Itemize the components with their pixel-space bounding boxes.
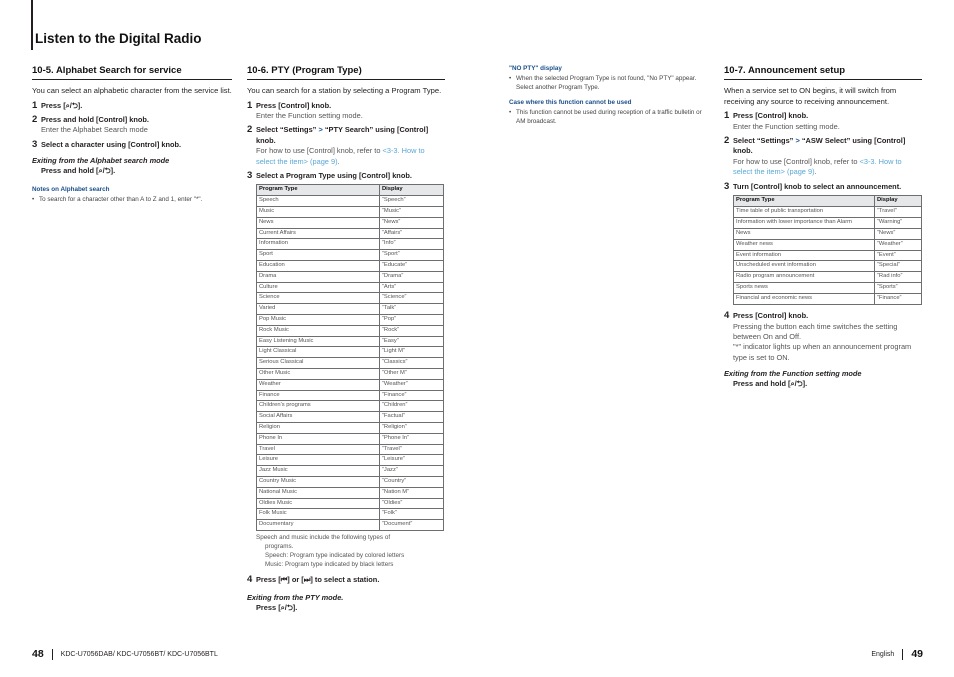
table-header-row xyxy=(257,185,444,196)
program-type-cell: Oldies Music xyxy=(257,498,380,509)
program-type-cell: Weather news xyxy=(734,239,875,250)
table-row xyxy=(257,401,444,412)
display-cell: “Document” xyxy=(380,520,444,531)
display-cell: “Weather” xyxy=(380,379,444,390)
step-number: 4 xyxy=(724,310,730,322)
step-text: Press [Control] knob. xyxy=(733,111,809,121)
program-type-cell: Sport xyxy=(257,250,380,261)
table-row xyxy=(257,315,444,326)
display-cell: “Jazz” xyxy=(380,466,444,477)
exit-title: Exiting from the PTY mode. xyxy=(247,593,344,603)
exit-action: Press and hold [⌕/⮌]. xyxy=(41,166,116,176)
footer-left xyxy=(32,648,218,660)
display-cell: “Light M” xyxy=(380,347,444,358)
display-cell: “Leisure” xyxy=(380,455,444,466)
display-cell: “Talk” xyxy=(380,304,444,315)
display-cell: “Religion” xyxy=(380,422,444,433)
table-note-line: Speech and music include the following types of xyxy=(256,533,391,541)
display-cell: “Special” xyxy=(875,261,922,272)
step-2 xyxy=(724,136,922,157)
program-type-cell: Radio program announcement xyxy=(734,272,875,283)
table-row xyxy=(257,358,444,369)
page-number-right: 49 xyxy=(911,648,923,660)
exit-title: Exiting from the Alphabet search mode xyxy=(32,156,170,166)
intro-text: You can search for a station by selecting a Program Type. xyxy=(247,86,442,95)
table-row xyxy=(257,217,444,228)
step-number: 2 xyxy=(724,135,730,146)
table-row xyxy=(734,228,922,239)
note-text: When the selected Program Type is not found, "No PTY" appear. Select another Program Type. xyxy=(516,75,697,91)
no-pty-title: "NO PTY" display xyxy=(509,65,562,72)
bullet-icon: • xyxy=(509,75,512,82)
program-type-cell: Time table of public transportation xyxy=(734,206,875,217)
table-note-line: Music: Program type indicated by black letters xyxy=(265,560,394,568)
program-type-cell: Country Music xyxy=(257,476,380,487)
step-detail: Enter the Alphabet Search mode xyxy=(41,125,148,135)
column-header: Display xyxy=(875,196,922,207)
page-reference-link[interactable]: <3-3. How to select the item> (page 9) xyxy=(733,156,902,177)
display-cell: “Factual” xyxy=(380,412,444,423)
display-cell: “Nation M” xyxy=(380,487,444,498)
display-cell: “Phone In” xyxy=(380,433,444,444)
announcement-table xyxy=(733,195,922,305)
header-rule xyxy=(31,0,33,50)
program-type-cell: News xyxy=(734,228,875,239)
footer-divider xyxy=(902,649,903,660)
table-row xyxy=(257,444,444,455)
table-note-line: Speech: Program type indicated by colored letters xyxy=(265,551,405,559)
step-2 xyxy=(247,125,445,146)
table-row xyxy=(257,368,444,379)
page-number-left: 48 xyxy=(32,648,44,660)
exit-title: Exiting from the Function setting mode xyxy=(724,369,862,379)
program-type-cell: Religion xyxy=(257,422,380,433)
page-reference-link[interactable]: <3-3. How to select the item> (page 9) xyxy=(256,146,425,166)
step-number: 1 xyxy=(32,99,38,111)
column-header: Program Type xyxy=(734,196,875,207)
step-text-b: “ASW Select” using [Control] knob. xyxy=(733,136,906,156)
display-cell: “Other M” xyxy=(380,368,444,379)
model-names: KDC-U7056DAB/ KDC-U7056BT/ KDC-U7056BTL xyxy=(60,650,218,658)
exit-action: Press [⌕/⮌]. xyxy=(256,603,298,613)
program-type-cell: Education xyxy=(257,261,380,272)
footer-divider xyxy=(52,649,53,660)
program-type-cell: Leisure xyxy=(257,455,380,466)
intro-text: You can select an alphabetic character from the service list. xyxy=(32,86,232,95)
step-number: 3 xyxy=(724,180,730,192)
table-row xyxy=(734,294,922,305)
step-1 xyxy=(247,101,445,111)
program-type-cell: News xyxy=(257,217,380,228)
step-text: Select a Program Type using [Control] knob. xyxy=(256,171,412,181)
table-row xyxy=(257,207,444,218)
display-cell: “Warning” xyxy=(875,217,922,228)
step-4 xyxy=(247,575,445,585)
note-item xyxy=(509,108,705,126)
section-announcement xyxy=(724,62,922,389)
column-header: Display xyxy=(380,185,444,196)
table-row xyxy=(257,422,444,433)
program-type-cell: National Music xyxy=(257,487,380,498)
step-text-a: Select “Settings” xyxy=(733,136,794,145)
display-cell: “Event” xyxy=(875,250,922,261)
note-text: To search for a character other than A to Z and 1, enter "*". xyxy=(39,196,203,204)
table-row xyxy=(257,228,444,239)
note-item xyxy=(509,74,705,92)
display-cell: “Pop” xyxy=(380,315,444,326)
program-type-cell: Information xyxy=(257,239,380,250)
table-note xyxy=(247,533,445,569)
step-text xyxy=(733,136,922,157)
table-row xyxy=(257,498,444,509)
table-row xyxy=(257,261,444,272)
display-cell: “Sport” xyxy=(380,250,444,261)
table-row xyxy=(257,239,444,250)
table-row xyxy=(257,466,444,477)
program-type-cell: Financial and economic news xyxy=(734,294,875,305)
step-2 xyxy=(32,115,232,125)
display-cell: “Speech” xyxy=(380,196,444,207)
table-row xyxy=(734,261,922,272)
table-row xyxy=(257,390,444,401)
step-1 xyxy=(32,101,232,111)
display-cell: “Affairs” xyxy=(380,228,444,239)
display-cell: “Classics” xyxy=(380,358,444,369)
step-text-b: “PTY Search” using [Control] knob. xyxy=(256,125,429,145)
display-cell: “Oldies” xyxy=(380,498,444,509)
display-cell: “Travel” xyxy=(380,444,444,455)
table-row xyxy=(257,476,444,487)
step-3 xyxy=(32,140,232,150)
step-detail: Pressing the button each time switches the setting between On and Off. xyxy=(733,321,898,341)
program-type-cell: Music xyxy=(257,207,380,218)
program-type-cell: Serious Classical xyxy=(257,358,380,369)
step-number: 2 xyxy=(32,114,38,125)
table-row xyxy=(257,325,444,336)
program-type-cell: Finance xyxy=(257,390,380,401)
program-type-cell: Pop Music xyxy=(257,315,380,326)
step-4 xyxy=(724,311,922,321)
intro-text: When a service set to ON begins, it will switch from receiving any source to receiving announcement. xyxy=(724,86,897,106)
arrow-icon: > xyxy=(795,136,800,145)
display-cell: “Travel” xyxy=(875,206,922,217)
step-detail: Enter the Function setting mode. xyxy=(733,121,840,131)
bullet-icon: • xyxy=(32,196,35,204)
program-type-cell: Travel xyxy=(257,444,380,455)
section-heading: 10-5. Alphabet Search for service xyxy=(32,65,232,80)
table-row xyxy=(257,282,444,293)
step-number: 4 xyxy=(247,573,253,585)
program-type-cell: Rock Music xyxy=(257,325,380,336)
display-cell: “Finance” xyxy=(875,294,922,305)
section-alphabet-search xyxy=(32,62,232,204)
program-type-cell: Current Affairs xyxy=(257,228,380,239)
program-type-cell: Speech xyxy=(257,196,380,207)
table-row xyxy=(257,520,444,531)
table-row xyxy=(257,487,444,498)
step-text: Press [⏮] or [⏭] to select a station. xyxy=(256,574,380,584)
page-title: Listen to the Digital Radio xyxy=(35,31,202,46)
case-title: Case where this function cannot be used xyxy=(509,99,632,106)
section-heading: 10-6. PTY (Program Type) xyxy=(247,65,445,80)
table-row xyxy=(734,283,922,294)
step-text xyxy=(256,125,445,146)
step-text: Press [Control] knob. xyxy=(256,100,332,110)
step-detail xyxy=(247,146,445,167)
program-type-cell: Culture xyxy=(257,282,380,293)
section-pty-notes xyxy=(509,62,705,126)
display-cell: “Easy” xyxy=(380,336,444,347)
step-text: Press and hold [Control] knob. xyxy=(41,115,149,124)
arrow-icon: > xyxy=(318,125,323,135)
display-cell: “Science” xyxy=(380,293,444,304)
footer-right xyxy=(871,648,923,660)
program-type-cell: Unscheduled event information xyxy=(734,261,875,272)
program-type-cell: Event information xyxy=(734,250,875,261)
table-note-line: programs. xyxy=(265,542,294,550)
program-type-cell: Jazz Music xyxy=(257,466,380,477)
table-row xyxy=(734,272,922,283)
table-row xyxy=(257,250,444,261)
program-type-cell: Easy Listening Music xyxy=(257,336,380,347)
display-cell: “News” xyxy=(380,217,444,228)
table-row xyxy=(257,455,444,466)
program-type-cell: Drama xyxy=(257,271,380,282)
detail-end: . xyxy=(814,167,817,177)
display-cell: “Children” xyxy=(380,401,444,412)
section-heading: 10-7. Announcement setup xyxy=(724,65,922,80)
program-type-cell: Documentary xyxy=(257,520,380,531)
detail-text: For how to use [Control] knob, refer to xyxy=(256,146,383,156)
table-row xyxy=(257,509,444,520)
table-row xyxy=(734,206,922,217)
display-cell: “Rad info” xyxy=(875,272,922,283)
step-detail: "*" indicator lights up when an announcement program type is set to ON. xyxy=(733,342,912,362)
display-cell: “Arts” xyxy=(380,282,444,293)
display-cell: “Folk” xyxy=(380,509,444,520)
program-type-cell: Weather xyxy=(257,379,380,390)
step-text: Press [Control] knob. xyxy=(733,311,809,321)
step-number: 1 xyxy=(724,110,730,122)
table-row xyxy=(257,412,444,423)
program-type-cell: Varied xyxy=(257,304,380,315)
program-type-table xyxy=(256,184,444,531)
table-row xyxy=(257,347,444,358)
step-text: Turn [Control] knob to select an announcement. xyxy=(733,181,902,191)
step-1 xyxy=(724,111,922,121)
display-cell: “Country” xyxy=(380,476,444,487)
table-row xyxy=(734,239,922,250)
display-cell: “Sports” xyxy=(875,283,922,294)
display-cell: “Drama” xyxy=(380,271,444,282)
program-type-cell: Information with lower importance than Alarm xyxy=(734,217,875,228)
program-type-cell: Phone In xyxy=(257,433,380,444)
program-type-cell: Social Affairs xyxy=(257,412,380,423)
program-type-cell: Folk Music xyxy=(257,509,380,520)
table-row xyxy=(734,217,922,228)
step-number: 1 xyxy=(247,99,253,111)
display-cell: “Weather” xyxy=(875,239,922,250)
display-cell: “Finance” xyxy=(380,390,444,401)
step-3 xyxy=(247,171,445,181)
step-3 xyxy=(724,182,922,192)
table-row xyxy=(257,271,444,282)
table-row xyxy=(257,196,444,207)
program-type-cell: Science xyxy=(257,293,380,304)
step-text-a: Select “Settings” xyxy=(256,125,317,135)
note-text: This function cannot be used during reception of a traffic bulletin or AM broadcast. xyxy=(516,109,702,125)
column-header: Program Type xyxy=(257,185,380,196)
display-cell: “News” xyxy=(875,228,922,239)
display-cell: “Info” xyxy=(380,239,444,250)
display-cell: “Music” xyxy=(380,207,444,218)
program-type-cell: Other Music xyxy=(257,368,380,379)
exit-action: Press and hold [⌕/⮌]. xyxy=(733,379,808,389)
step-number: 3 xyxy=(32,138,38,150)
table-row xyxy=(257,379,444,390)
table-row xyxy=(257,293,444,304)
step-detail: Enter the Function setting mode. xyxy=(256,111,363,120)
section-pty xyxy=(247,62,445,613)
table-row xyxy=(257,336,444,347)
display-cell: “Educate” xyxy=(380,261,444,272)
program-type-cell: Children's programs xyxy=(257,401,380,412)
note-item xyxy=(32,195,232,204)
table-header-row xyxy=(734,196,922,207)
step-text: Select a character using [Control] knob. xyxy=(41,139,182,149)
table-row xyxy=(257,304,444,315)
bullet-icon: • xyxy=(509,109,512,116)
program-type-cell: Light Classical xyxy=(257,347,380,358)
notes-title: Notes on Alphabet search xyxy=(32,186,110,194)
step-detail xyxy=(724,157,922,178)
detail-text: For how to use [Control] knob, refer to xyxy=(733,156,860,166)
step-number: 2 xyxy=(247,124,253,136)
table-row xyxy=(734,250,922,261)
step-text: Press [⌕/⮌]. xyxy=(41,100,83,110)
detail-end: . xyxy=(337,156,340,166)
display-cell: “Rock” xyxy=(380,325,444,336)
step-number: 3 xyxy=(247,170,253,182)
language-label: English xyxy=(871,650,895,658)
program-type-cell: Sports news xyxy=(734,283,875,294)
table-row xyxy=(257,433,444,444)
